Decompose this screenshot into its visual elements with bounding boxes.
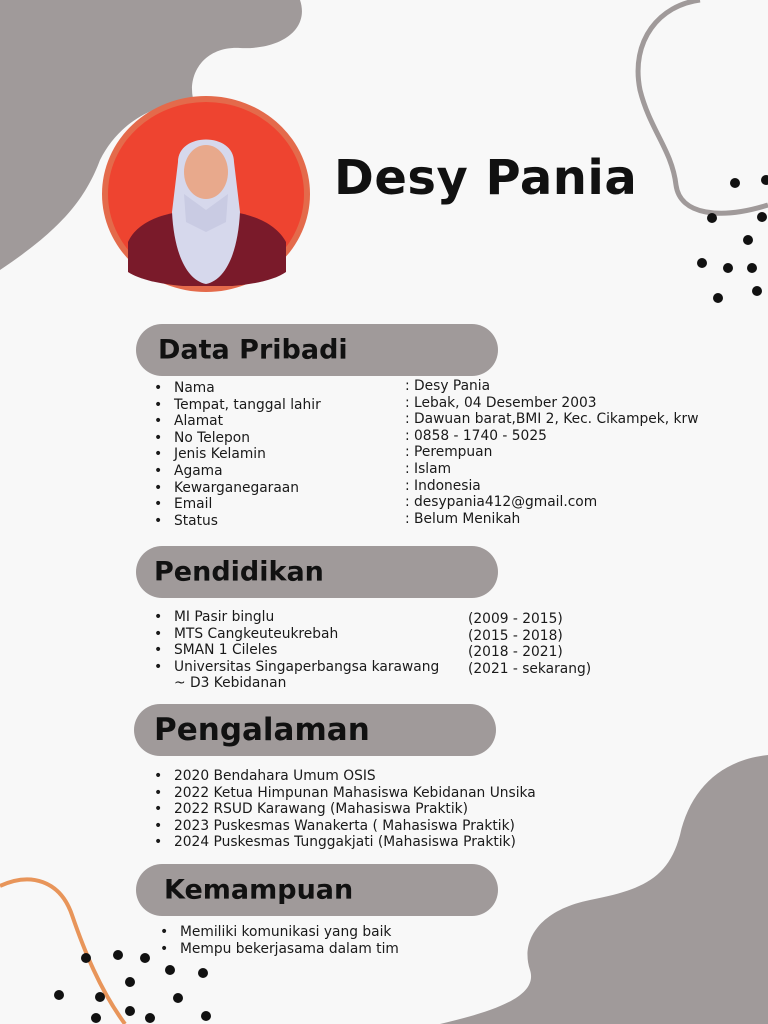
profile-photo — [102, 96, 310, 292]
list-item: • Jenis Kelamin — [154, 446, 321, 463]
list-item: • Status — [154, 513, 321, 530]
bottom-left-orange-curve — [0, 879, 125, 1024]
kemampuan-list — [160, 924, 399, 957]
list-item: • No Telepon — [154, 430, 321, 447]
list-item: • 2023 Puskesmas Wanakerta ( Mahasiswa Praktik) — [154, 818, 536, 835]
list-item: • 2020 Bendahara Umum OSIS — [154, 768, 536, 785]
data-pribadi-values — [405, 378, 699, 527]
pendidikan-list — [154, 609, 439, 675]
list-item: • SMAN 1 Cileles — [154, 642, 439, 659]
list-item: • 2022 RSUD Karawang (Mahasiswa Praktik) — [154, 801, 536, 818]
section-title: Kemampuan — [164, 874, 354, 906]
list-item: • 2024 Puskesmas Tunggakjati (Mahasiswa Praktik) — [154, 834, 536, 851]
list-item: • Universitas Singaperbangsa karawang — [154, 659, 439, 676]
data-pribadi-labels — [154, 380, 321, 529]
top-right-squiggle — [638, 0, 768, 213]
person-name: Desy Pania — [334, 150, 638, 206]
value-text: : desypania412@gmail.com — [405, 494, 598, 511]
list-item: • Email — [154, 496, 321, 513]
list-item: • Alamat — [154, 413, 321, 430]
year-text: (2009 - 2015) — [468, 611, 563, 627]
list-item: • MTS Cangkeuteukrebah — [154, 626, 439, 643]
bottom-left-dots — [54, 950, 211, 1023]
list-item: • Tempat, tanggal lahir — [154, 397, 321, 414]
list-item: • Agama — [154, 463, 321, 480]
value-text: : Belum Menikah — [405, 510, 521, 527]
value-text: : Desy Pania — [405, 378, 491, 394]
value-text: : Islam — [405, 460, 452, 477]
section-header-data-pribadi — [136, 324, 498, 376]
pendidikan-sub: ~ D3 Kebidanan — [174, 675, 287, 691]
section-header-pengalaman — [134, 704, 496, 756]
value-text: : Dawuan barat,BMI 2, Kec. Cikampek, krw — [405, 411, 699, 428]
list-item: • MI Pasir binglu — [154, 609, 439, 626]
profile-portrait-icon — [108, 102, 304, 286]
section-header-kemampuan — [136, 864, 498, 916]
year-text: (2018 - 2021) — [468, 644, 563, 661]
list-item: • 2022 Ketua Himpunan Mahasiswa Kebidanan Unsika — [154, 785, 536, 802]
section-title: Pengalaman — [154, 712, 370, 748]
pengalaman-list — [154, 768, 536, 851]
year-text: (2015 - 2018) — [468, 627, 563, 644]
value-text: : Perempuan — [405, 444, 493, 461]
value-text: : 0858 - 1740 - 5025 — [405, 427, 547, 444]
list-item: • Nama — [154, 380, 321, 397]
value-text: : Lebak, 04 Desember 2003 — [405, 394, 597, 411]
list-item: • Mempu bekerjasama dalam tim — [160, 941, 399, 958]
section-title: Data Pribadi — [158, 334, 348, 366]
section-header-pendidikan — [136, 546, 498, 598]
value-text: : Indonesia — [405, 477, 481, 494]
section-title: Pendidikan — [154, 556, 324, 588]
pendidikan-years — [468, 611, 591, 677]
list-item: • Kewarganegaraan — [154, 480, 321, 497]
list-item: • Memiliki komunikasi yang baik — [160, 924, 399, 941]
year-text: (2021 - sekarang) — [468, 660, 592, 677]
top-right-dots — [697, 175, 768, 303]
